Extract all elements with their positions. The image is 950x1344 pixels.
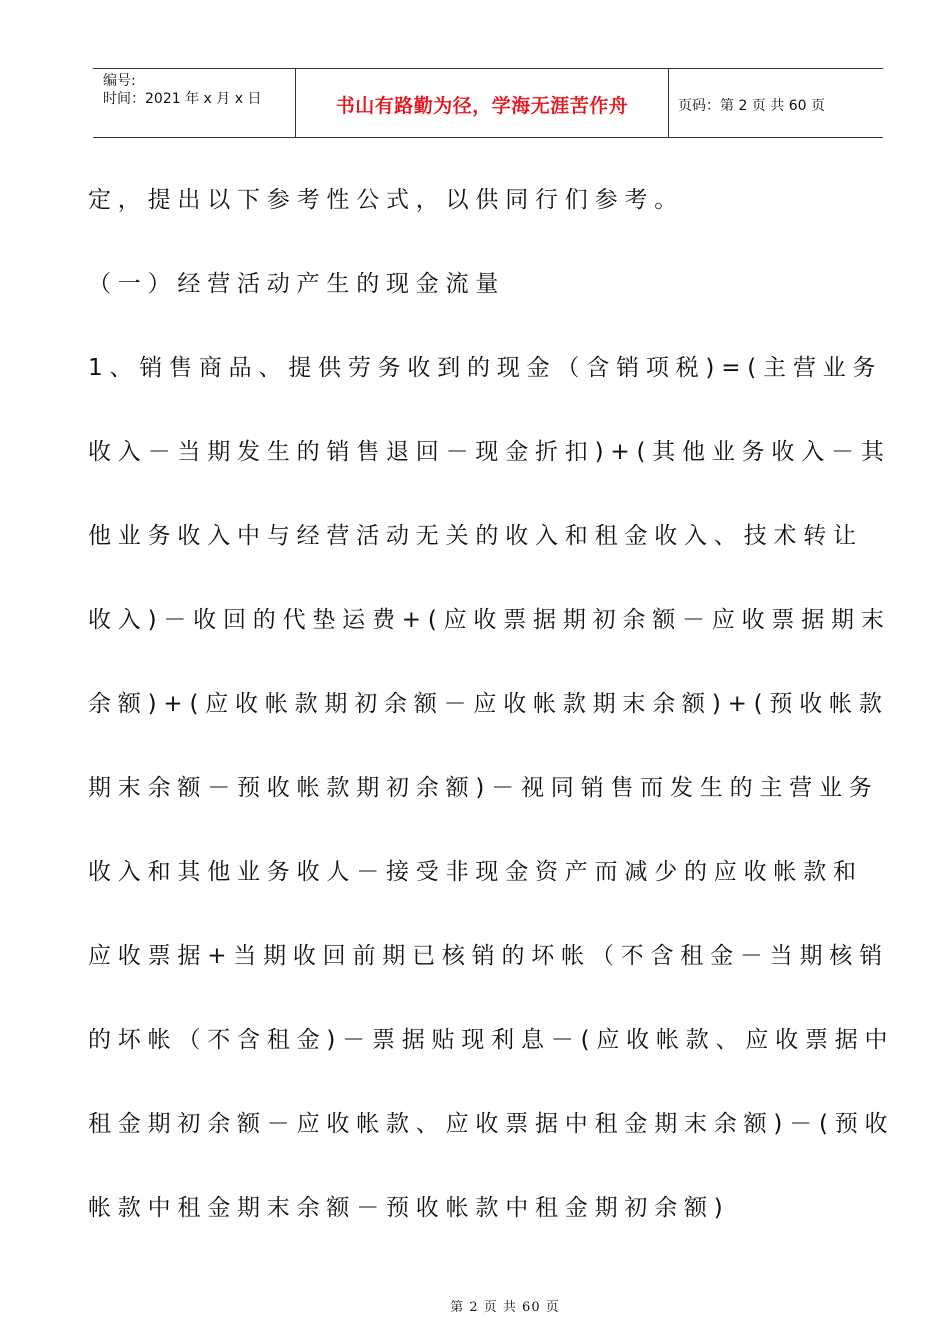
motto-text: 书山有路勤为径，学海无涯苦作舟: [335, 95, 629, 117]
text-line: 定，提出以下参考性公式，以供同行们参考。: [88, 187, 684, 213]
document-header: [93, 68, 883, 138]
text-line: 期末余额－预收帐款期初余额)－视同销售而发生的主营业务: [88, 775, 879, 801]
header-meta-cell: [93, 69, 295, 137]
text-line: 收入)－收回的代垫运费+(应收票据期初余额－应收票据期末: [88, 607, 891, 633]
document-body: [88, 172, 895, 1264]
header-page-cell: [668, 69, 883, 137]
text-line: 收入－当期发生的销售退回－现金折扣)+(其他业务收入－其: [88, 439, 891, 465]
page-footer: 第 2 页 共 60 页: [450, 1300, 560, 1315]
text-line: 租金期初余额－应收帐款、应收票据中租金期末余额)－(预收: [88, 1111, 895, 1137]
text-line: 帐款中租金期末余额－预收帐款中租金期初余额): [88, 1195, 730, 1221]
text-line: 收入和其他业务收人－接受非现金资产而减少的应收帐款和: [88, 859, 863, 885]
text-line: 应收票据+当期收回前期已核销的坏帐（不含租金－当期核销: [88, 943, 889, 969]
section-heading: （一）经营活动产生的现金流量: [88, 271, 506, 297]
header-page-info: 页码：第 2 页 共 60 页: [678, 98, 825, 114]
serial-number-label: 编号:: [103, 73, 136, 89]
text-line: 1、销售商品、提供劳务收到的现金（含销项税)=(主营业务: [88, 355, 883, 381]
text-line: 余额)+(应收帐款期初余额－应收帐款期末余额)+(预收帐款: [88, 691, 889, 717]
text-line: 他业务收入中与经营活动无关的收入和租金收入、技术转让: [88, 523, 863, 549]
date-label: 时间：2021 年 x 月 x 日: [103, 91, 262, 107]
text-line: 的坏帐（不含租金)－票据贴现利息－(应收帐款、应收票据中: [88, 1027, 895, 1053]
header-motto-cell: [295, 69, 669, 137]
